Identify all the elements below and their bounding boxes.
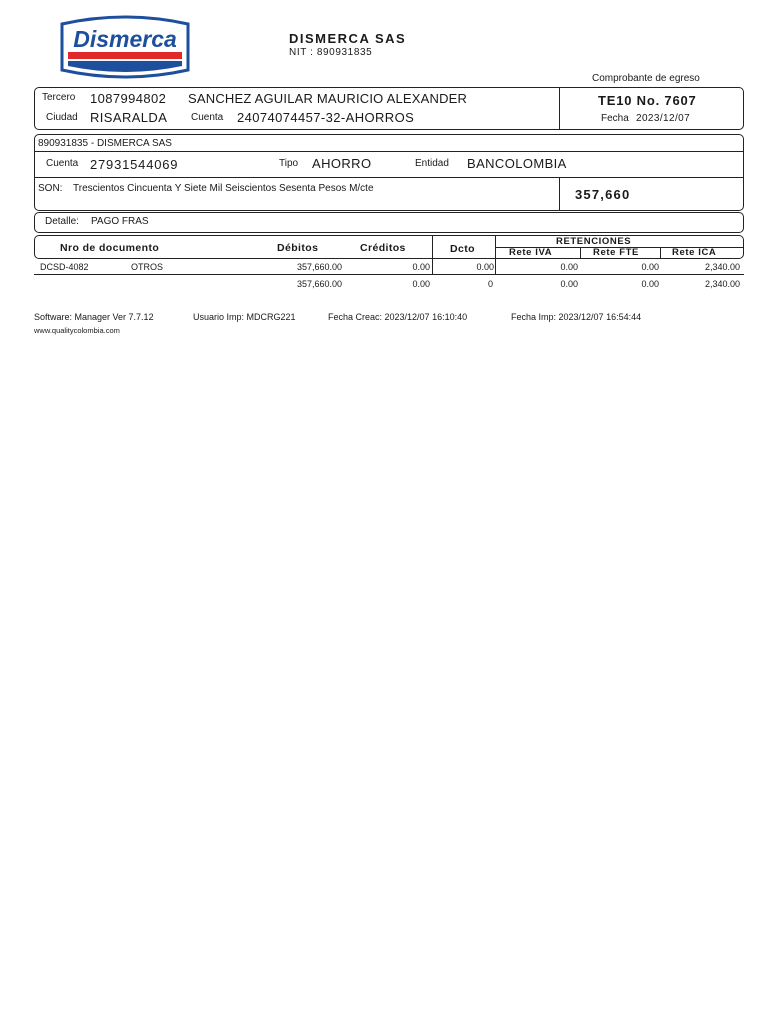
tipo-label: Tipo <box>279 158 299 169</box>
footer-software: Software: Manager Ver 7.7.12 <box>34 312 154 322</box>
tercero-name: SANCHEZ AGUILAR MAURICIO ALEXANDER <box>188 91 468 106</box>
tipo-value: AHORRO <box>312 156 372 171</box>
total-rete-iva: 0.00 <box>560 279 578 289</box>
row-doc: DCSD-4082 <box>40 262 89 272</box>
divider <box>432 236 433 258</box>
divider <box>35 151 743 152</box>
company-nit: NIT : 890931835 <box>289 47 373 58</box>
divider <box>495 259 496 274</box>
svg-text:Dismerca: Dismerca <box>73 26 177 52</box>
tercero-id: 1087994802 <box>90 91 167 106</box>
entidad-value: BANCOLOMBIA <box>467 156 567 171</box>
row-dcto: 0.00 <box>476 262 494 272</box>
son-label: SON: <box>38 183 63 194</box>
footer-fecha-imp: Fecha Imp: 2023/12/07 16:54:44 <box>511 312 642 322</box>
divider <box>559 88 560 129</box>
voucher-number: TE10 No. 7607 <box>598 93 697 108</box>
col-rete-iva: Rete IVA <box>509 247 553 258</box>
fecha-label: Fecha <box>601 113 629 124</box>
col-retenciones: RETENCIONES <box>556 236 632 247</box>
divider <box>559 177 560 210</box>
document-type: Comprobante de egreso <box>592 73 700 84</box>
payer-cuenta-label: Cuenta <box>46 158 79 169</box>
col-dcto: Dcto <box>450 243 475 255</box>
row-debitos: 357,660.00 <box>296 262 342 272</box>
row-creditos: 0.00 <box>412 262 430 272</box>
divider <box>580 247 581 258</box>
cuenta-label: Cuenta <box>191 112 224 123</box>
divider <box>432 259 433 274</box>
total-rete-fte: 0.00 <box>641 279 659 289</box>
col-rete-ica: Rete ICA <box>672 247 717 258</box>
footer-usuario: Usuario Imp: MDCRG221 <box>193 312 296 322</box>
company-name: DISMERCA SAS <box>289 31 407 46</box>
col-debitos: Débitos <box>277 242 319 254</box>
company-logo <box>56 14 194 82</box>
detail-text: PAGO FRAS <box>91 216 149 227</box>
tercero-label: Tercero <box>42 92 76 103</box>
col-rete-fte: Rete FTE <box>593 247 639 258</box>
fecha-value: 2023/12/07 <box>636 113 691 124</box>
footer-website: www.qualitycolombia.com <box>34 326 120 335</box>
entidad-label: Entidad <box>415 158 449 169</box>
ciudad-value: RISARALDA <box>90 110 168 125</box>
payer-cuenta-value: 27931544069 <box>90 157 179 172</box>
total-rete-ica: 2,340.00 <box>704 279 740 289</box>
payer-amount: 357,660 <box>575 187 631 202</box>
divider <box>660 247 661 258</box>
divider <box>35 177 743 178</box>
row-rete-iva: 0.00 <box>560 262 578 272</box>
payer-header: 890931835 - DISMERCA SAS <box>38 138 172 149</box>
cuenta-value: 24074074457-32-AHORROS <box>237 110 415 125</box>
total-creditos: 0.00 <box>412 279 430 289</box>
ciudad-label: Ciudad <box>46 112 78 123</box>
son-text: Trescientos Cincuenta Y Siete Mil Seiscientos Sesenta Pesos M/cte <box>73 183 374 194</box>
totals-divider <box>34 274 744 275</box>
row-rete-ica: 2,340.00 <box>704 262 740 272</box>
row-concept: OTROS <box>131 262 164 272</box>
total-dcto: 0 <box>487 279 493 289</box>
col-creditos: Créditos <box>360 242 406 254</box>
detail-label: Detalle: <box>45 216 79 227</box>
footer-fecha-creac: Fecha Creac: 2023/12/07 16:10:40 <box>328 312 468 322</box>
col-nro-documento: Nro de documento <box>60 242 160 254</box>
total-debitos: 357,660.00 <box>296 279 342 289</box>
row-rete-fte: 0.00 <box>641 262 659 272</box>
